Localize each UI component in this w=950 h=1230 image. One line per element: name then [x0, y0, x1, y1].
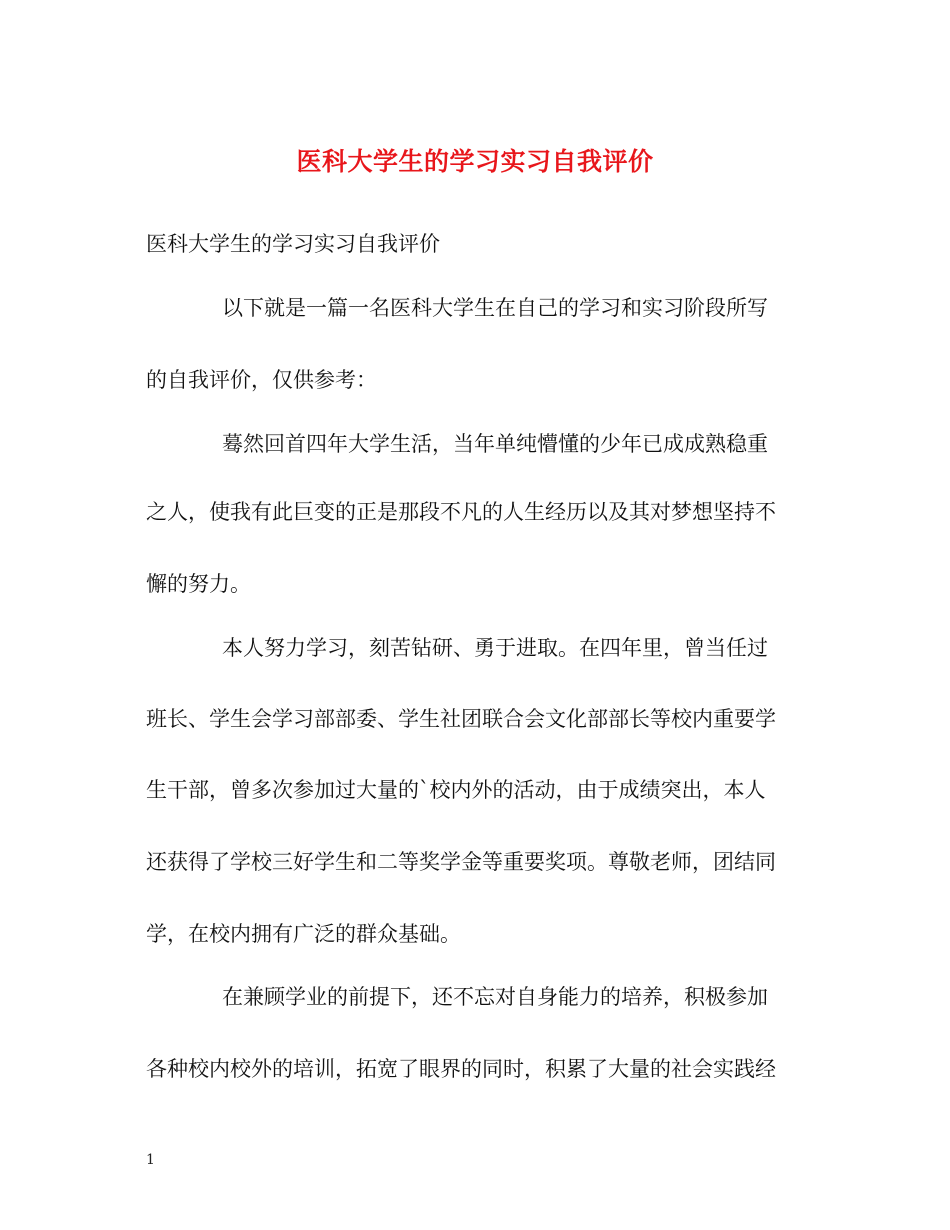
page-number: 1 [146, 1152, 155, 1168]
document-subtitle: 医科大学生的学习实习自我评价 [146, 232, 440, 256]
paragraph-2-line-1: 蓦然回首四年大学生活，当年单纯懵懂的少年已成成熟稳重 [222, 432, 768, 456]
document-title: 医科大学生的学习实习自我评价 [296, 147, 654, 176]
paragraph-3-line-3: 生干部，曾多次参加过大量的`校内外的活动，由于成绩突出，本人 [146, 778, 766, 802]
paragraph-1-line-1: 以下就是一篇一名医科大学生在自己的学习和实习阶段所写 [222, 296, 768, 320]
paragraph-4-line-2: 各种校内校外的培训，拓宽了眼界的同时，积累了大量的社会实践经 [146, 1057, 776, 1081]
paragraph-1-line-2: 的自我评价，仅供参考： [146, 368, 377, 392]
paragraph-3-line-2: 班长、学生会学习部部委、学生社团联合会文化部部长等校内重要学 [146, 707, 776, 731]
paragraph-2-line-2: 之人，使我有此巨变的正是那段不凡的人生经历以及其对梦想坚持不 [146, 500, 776, 524]
paragraph-4-line-1: 在兼顾学业的前提下，还不忘对自身能力的培养，积极参加 [222, 985, 768, 1009]
paragraph-3-line-4: 还获得了学校三好学生和二等奖学金等重要奖项。尊敬老师，团结同 [146, 850, 776, 874]
paragraph-2-line-3: 懈的努力。 [146, 572, 251, 596]
paragraph-3-line-1: 本人努力学习，刻苦钻研、勇于进取。在四年里，曾当任过 [222, 636, 768, 660]
paragraph-3-line-5: 学，在校内拥有广泛的群众基础。 [146, 922, 461, 946]
